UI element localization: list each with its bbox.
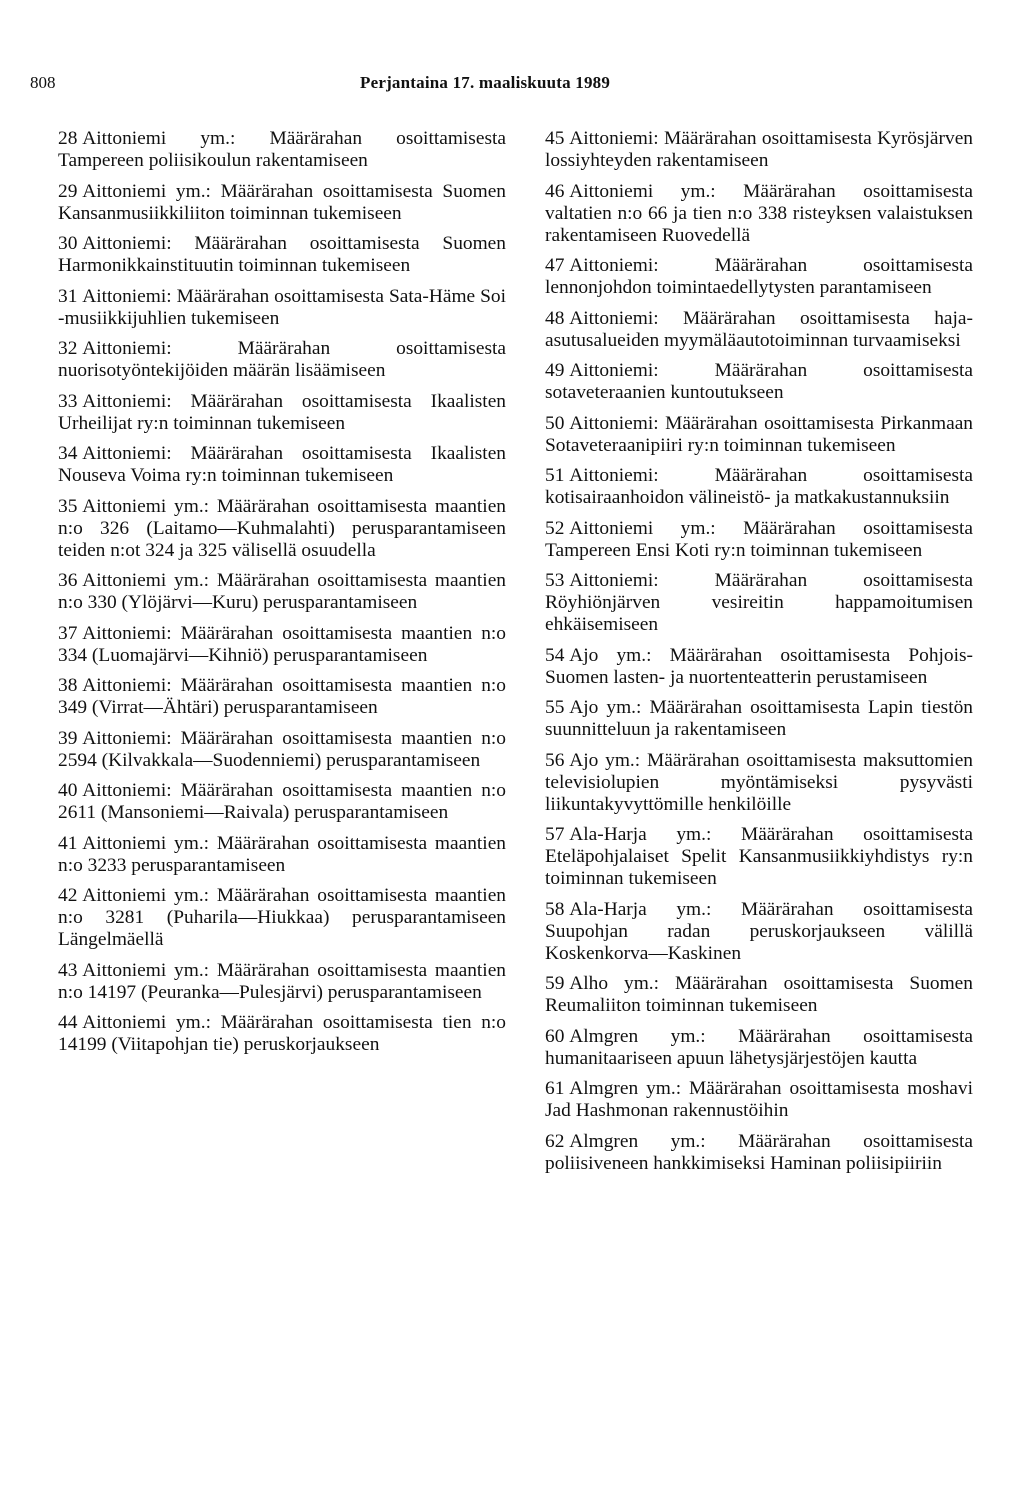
- list-item: [58, 728, 506, 772]
- item-number: 57: [545, 824, 565, 845]
- item-text: Aittoniemi: Määrärahan osoittamisesta kotisairaanhoidon välineistö- ja matkakustannuksiin: [545, 465, 973, 508]
- item-text: Aittoniemi: Määrärahan osoittamisesta maantien n:o 334 (Luomajärvi—Kihniö) perusparantamiseen: [58, 622, 506, 666]
- list-item: [545, 1026, 973, 1070]
- item-number: 45: [545, 128, 565, 149]
- list-item: [58, 496, 506, 562]
- list-item: [545, 750, 973, 816]
- list-item: [58, 623, 506, 667]
- item-number: 54: [545, 644, 565, 666]
- item-text: Aittoniemi: Määrärahan osoittamisesta Ikaalisten Nouseva Voima ry:n toiminnan tukemiseen: [58, 443, 506, 486]
- item-text: Aittoniemi: Määrärahan osoittamisesta maantien n:o 349 (Virrat—Ähtäri) perusparantamiseen: [58, 675, 506, 718]
- item-text: Aittoniemi ym.: Määrärahan osoittamisesta tien n:o 14199 (Viitapohjan tie) peruskorjaukseen: [58, 1012, 506, 1055]
- item-number: 33: [58, 390, 78, 412]
- list-item: [58, 181, 506, 225]
- list-item: [545, 1078, 973, 1122]
- list-item: [545, 308, 973, 352]
- item-text: Aittoniemi ym.: Määrärahan osoittamisesta Tampereen Ensi Koti ry:n toiminnan tukemiseen: [545, 517, 973, 561]
- running-head: Perjantaina 17. maaliskuuta 1989: [360, 73, 611, 92]
- item-number: 47: [545, 255, 565, 276]
- item-text: Aittoniemi ym.: Määrärahan osoittamisesta valtatien n:o 66 ja tien n:o 338 risteyksen valaistuksen rakentamiseen Ruovedellä: [545, 180, 973, 246]
- list-item: [545, 465, 973, 509]
- item-number: 61: [545, 1078, 565, 1099]
- item-number: 31: [58, 285, 78, 307]
- item-text: Aittoniemi: Määrärahan osoittamisesta Röyhiönjärven vesireitin happamoitumisen ehkäisemiseen: [545, 570, 973, 635]
- item-number: 43: [58, 959, 78, 981]
- item-text: Almgren ym.: Määrärahan osoittamisesta poliisiveneen hankkimiseksi Haminan poliisipiiriin: [545, 1130, 973, 1174]
- list-item: [58, 780, 506, 824]
- item-number: 41: [58, 832, 78, 854]
- item-text: Aittoniemi: Määrärahan osoittamisesta nuorisotyöntekijöiden määrän lisäämiseen: [58, 338, 506, 381]
- item-text: Aittoniemi ym.: Määrärahan osoittamisesta Tampereen poliisikoulun rakentamiseen: [58, 128, 506, 171]
- list-item: [58, 233, 506, 277]
- left-column: [58, 128, 506, 1065]
- item-text: Aittoniemi: Määrärahan osoittamisesta Pirkanmaan Sotaveteraanipiiri ry:n toiminnan tukemiseen: [545, 412, 973, 456]
- item-number: 55: [545, 697, 565, 718]
- item-number: 37: [58, 622, 78, 644]
- item-number: 48: [545, 307, 565, 329]
- item-text: Aittoniemi ym.: Määrärahan osoittamisesta maantien n:o 326 (Laitamo—Kuhmalahti) perusparantamiseen teiden n:ot 324 ja 325 välisellä osuudella: [58, 495, 506, 561]
- list-item: [545, 128, 973, 172]
- item-text: Aittoniemi: Määrärahan osoittamisesta sotaveteraanien kuntoutukseen: [545, 360, 973, 403]
- list-item: [545, 697, 973, 741]
- item-text: Aittoniemi ym.: Määrärahan osoittamisesta maantien n:o 330 (Ylöjärvi—Kuru) perusparantamiseen: [58, 570, 506, 613]
- item-number: 52: [545, 517, 565, 539]
- item-text: Aittoniemi ym.: Määrärahan osoittamisesta Suomen Kansanmusiikkiliiton toiminnan tukemiseen: [58, 180, 506, 224]
- list-item: [545, 413, 973, 457]
- item-number: 49: [545, 360, 565, 381]
- list-item: [58, 1012, 506, 1056]
- item-text: Aittoniemi ym.: Määrärahan osoittamisesta maantien n:o 3233 perusparantamiseen: [58, 832, 506, 876]
- item-text: Ajo ym.: Määrärahan osoittamisesta maksuttomien televisiolupien myöntämiseksi pysyvästi liikuntakyvyttömille henkilöille: [545, 749, 973, 815]
- item-number: 59: [545, 973, 565, 994]
- item-number: 30: [58, 233, 78, 254]
- item-text: Aittoniemi: Määrärahan osoittamisesta haja-asutusalueiden myymäläautotoiminnan turvaamiseksi: [545, 307, 973, 351]
- item-number: 44: [58, 1012, 78, 1033]
- list-item: [58, 443, 506, 487]
- list-item: [545, 570, 973, 636]
- list-item: [545, 824, 973, 890]
- item-text: Almgren ym.: Määrärahan osoittamisesta moshavi Jad Hashmonan rakennustöihin: [545, 1078, 973, 1121]
- item-number: 62: [545, 1130, 565, 1152]
- list-item: [545, 1131, 973, 1175]
- item-number: 36: [58, 570, 78, 591]
- item-text: Aittoniemi: Määrärahan osoittamisesta maantien n:o 2594 (Kilvakkala—Suodenniemi) perusparantamiseen: [58, 727, 506, 771]
- item-number: 50: [545, 412, 565, 434]
- list-item: [58, 338, 506, 382]
- item-text: Alho ym.: Määrärahan osoittamisesta Suomen Reumaliiton toiminnan tukemiseen: [545, 973, 973, 1016]
- item-text: Aittoniemi: Määrärahan osoittamisesta Ikaalisten Urheilijat ry:n toiminnan tukemiseen: [58, 390, 506, 434]
- item-text: Aittoniemi ym.: Määrärahan osoittamisesta maantien n:o 3281 (Puharila—Hiukkaa) perusparantamiseen Längelmäellä: [58, 885, 506, 950]
- item-text: Aittoniemi: Määrärahan osoittamisesta maantien n:o 2611 (Mansoniemi—Raivala) perusparantamiseen: [58, 780, 506, 823]
- list-item: [58, 128, 506, 172]
- list-item: [58, 570, 506, 614]
- item-number: 60: [545, 1025, 565, 1047]
- list-item: [58, 675, 506, 719]
- list-item: [545, 645, 973, 689]
- item-text: Aittoniemi: Määrärahan osoittamisesta lennonjohdon toimintaedellytysten parantamiseen: [545, 255, 973, 298]
- item-number: 58: [545, 898, 565, 920]
- item-text: Ajo ym.: Määrärahan osoittamisesta Pohjois-Suomen lasten- ja nuortenteatterin perustamiseen: [545, 644, 973, 688]
- item-number: 51: [545, 465, 565, 486]
- list-item: [58, 960, 506, 1004]
- item-number: 38: [58, 675, 78, 696]
- item-text: Almgren ym.: Määrärahan osoittamisesta humanitaariseen apuun lähetysjärjestöjen kautta: [545, 1025, 973, 1069]
- item-number: 53: [545, 570, 565, 591]
- item-number: 28: [58, 128, 78, 149]
- item-number: 40: [58, 780, 78, 801]
- item-text: Aittoniemi: Määrärahan osoittamisesta Suomen Harmonikkainstituutin toiminnan tukemiseen: [58, 233, 506, 276]
- item-text: Aittoniemi: Määrärahan osoittamisesta Sata-Häme Soi -musiikkijuhlien tukemiseen: [58, 285, 506, 329]
- list-item: [58, 885, 506, 951]
- item-number: 34: [58, 443, 78, 464]
- list-item: [58, 391, 506, 435]
- item-number: 39: [58, 727, 78, 749]
- item-text: Ala-Harja ym.: Määrärahan osoittamisesta Eteläpohjalaiset Spelit Kansanmusiikkiyhdistys ry:n toiminnan tukemiseen: [545, 824, 973, 889]
- item-text: Aittoniemi: Määrärahan osoittamisesta Kyrösjärven lossiyhteyden rakentamiseen: [545, 128, 973, 171]
- list-item: [545, 899, 973, 965]
- list-item: [545, 255, 973, 299]
- list-item: [545, 181, 973, 247]
- item-text: Ajo ym.: Määrärahan osoittamisesta Lapin tiestön suunnitteluun ja rakentamiseen: [545, 697, 973, 740]
- item-number: 35: [58, 495, 78, 517]
- list-item: [58, 833, 506, 877]
- list-item: [58, 286, 506, 330]
- list-item: [545, 518, 973, 562]
- item-number: 42: [58, 885, 78, 906]
- list-item: [545, 360, 973, 404]
- item-number: 46: [545, 180, 565, 202]
- list-item: [545, 973, 973, 1017]
- item-text: Ala-Harja ym.: Määrärahan osoittamisesta Suupohjan radan peruskorjaukseen välillä Koskenkorva—Kaskinen: [545, 898, 973, 964]
- item-number: 29: [58, 180, 78, 202]
- item-text: Aittoniemi ym.: Määrärahan osoittamisesta maantien n:o 14197 (Peuranka—Pulesjärvi) perusparantamiseen: [58, 959, 506, 1003]
- right-column: [545, 128, 973, 1183]
- page-number: 808: [30, 73, 56, 92]
- item-number: 56: [545, 749, 565, 771]
- item-number: 32: [58, 338, 78, 359]
